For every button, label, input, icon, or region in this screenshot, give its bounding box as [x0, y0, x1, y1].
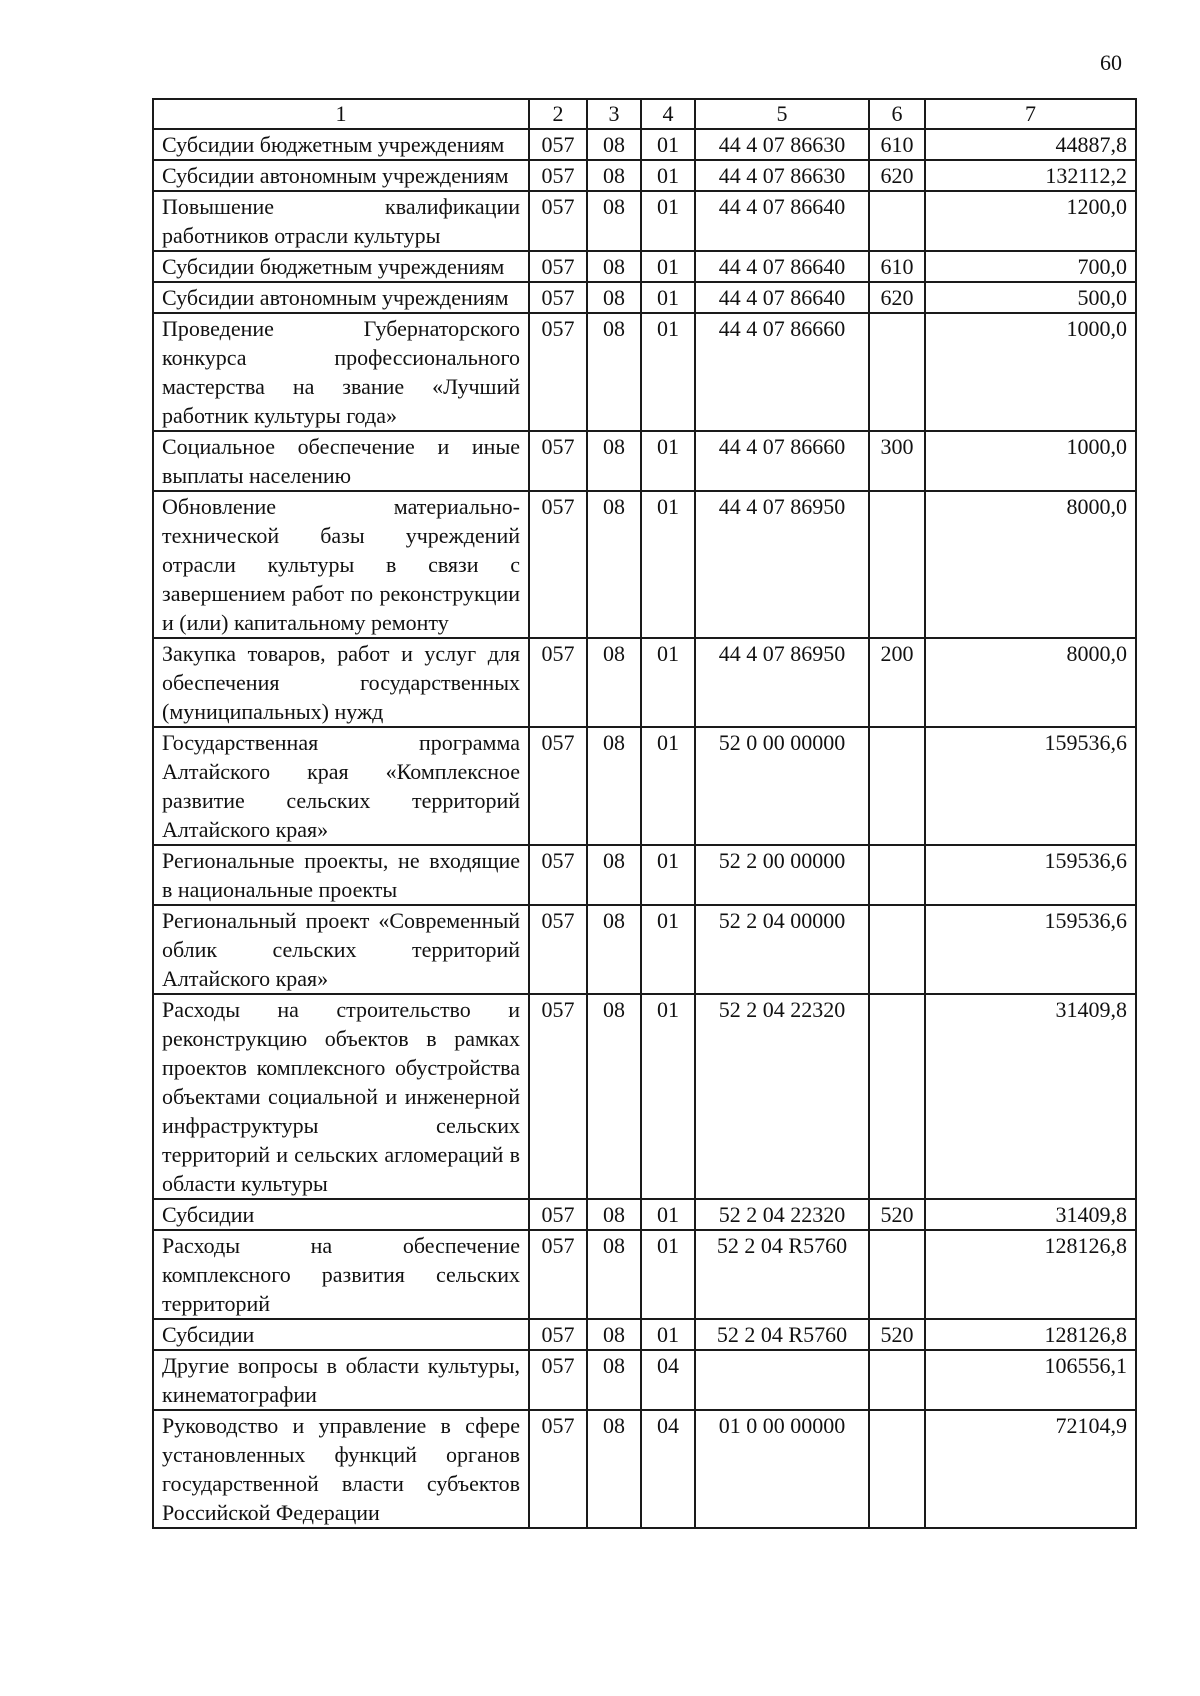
- row-target-article: 44 4 07 86640: [695, 191, 869, 251]
- row-expense-type: [869, 491, 925, 638]
- row-amount: 128126,8: [925, 1319, 1136, 1350]
- table-row: [153, 1230, 1136, 1319]
- row-target-article: 44 4 07 86630: [695, 129, 869, 160]
- row-section-code: 08: [587, 1230, 641, 1319]
- row-department-code: 057: [529, 160, 587, 191]
- header-col-3: 3: [587, 99, 641, 129]
- table-row: [153, 1350, 1136, 1410]
- row-amount: 159536,6: [925, 905, 1136, 994]
- row-expense-type: 200: [869, 638, 925, 727]
- table-row: [153, 313, 1136, 431]
- row-department-code: 057: [529, 638, 587, 727]
- row-expense-type: 520: [869, 1319, 925, 1350]
- table-row: [153, 491, 1136, 638]
- row-department-code: 057: [529, 1230, 587, 1319]
- row-section-code: 08: [587, 1319, 641, 1350]
- table-row: [153, 431, 1136, 491]
- row-description: Обновление материально-технической базы учреждений отрасли культуры в связи с завершением работ по реконструкции и (или) капитальному ремонту: [153, 491, 529, 638]
- row-description: Проведение Губернаторского конкурса профессионального мастерства на звание «Лучший работник культуры года»: [153, 313, 529, 431]
- row-section-code: 08: [587, 282, 641, 313]
- row-section-code: 08: [587, 431, 641, 491]
- row-section-code: 08: [587, 727, 641, 845]
- row-subsection-code: 01: [641, 313, 695, 431]
- row-amount: 159536,6: [925, 845, 1136, 905]
- row-department-code: 057: [529, 191, 587, 251]
- row-section-code: 08: [587, 845, 641, 905]
- row-target-article: 52 2 04 R5760: [695, 1319, 869, 1350]
- row-department-code: 057: [529, 313, 587, 431]
- table-body: [153, 129, 1136, 1528]
- row-amount: 700,0: [925, 251, 1136, 282]
- row-section-code: 08: [587, 638, 641, 727]
- row-amount: 31409,8: [925, 1199, 1136, 1230]
- row-department-code: 057: [529, 1410, 587, 1528]
- row-target-article: 44 4 07 86640: [695, 251, 869, 282]
- table-row: [153, 1319, 1136, 1350]
- row-expense-type: [869, 1230, 925, 1319]
- row-subsection-code: 01: [641, 727, 695, 845]
- row-subsection-code: 01: [641, 251, 695, 282]
- row-section-code: 08: [587, 491, 641, 638]
- page-number: 60: [1100, 50, 1122, 75]
- row-section-code: 08: [587, 905, 641, 994]
- row-department-code: 057: [529, 1199, 587, 1230]
- row-expense-type: 610: [869, 129, 925, 160]
- row-department-code: 057: [529, 905, 587, 994]
- row-expense-type: [869, 994, 925, 1199]
- row-expense-type: 620: [869, 160, 925, 191]
- row-description: Расходы на строительство и реконструкцию объектов в рамках проектов комплексного обустройства объектами социальной и инженерной инфраструктуры сельских территорий и сельских агломераций в области культуры: [153, 994, 529, 1199]
- row-subsection-code: 01: [641, 160, 695, 191]
- row-description: Субсидии автономным учреждениям: [153, 282, 529, 313]
- row-subsection-code: 01: [641, 129, 695, 160]
- table-row: [153, 905, 1136, 994]
- row-amount: 1000,0: [925, 313, 1136, 431]
- row-section-code: 08: [587, 1199, 641, 1230]
- header-col-7: 7: [925, 99, 1136, 129]
- row-subsection-code: 04: [641, 1350, 695, 1410]
- row-department-code: 057: [529, 1350, 587, 1410]
- table-row: [153, 638, 1136, 727]
- table-header: [153, 99, 1136, 129]
- row-section-code: 08: [587, 129, 641, 160]
- row-subsection-code: 01: [641, 1199, 695, 1230]
- row-expense-type: [869, 191, 925, 251]
- row-department-code: 057: [529, 251, 587, 282]
- row-description: Региональный проект «Современный облик сельских территорий Алтайского края»: [153, 905, 529, 994]
- row-amount: 500,0: [925, 282, 1136, 313]
- row-amount: 128126,8: [925, 1230, 1136, 1319]
- row-department-code: 057: [529, 491, 587, 638]
- row-description: Социальное обеспечение и иные выплаты населению: [153, 431, 529, 491]
- row-description: Региональные проекты, не входящие в национальные проекты: [153, 845, 529, 905]
- row-amount: 8000,0: [925, 638, 1136, 727]
- row-target-article: [695, 1350, 869, 1410]
- table-row: [153, 845, 1136, 905]
- row-target-article: 52 2 04 22320: [695, 994, 869, 1199]
- row-description: Повышение квалификации работников отрасли культуры: [153, 191, 529, 251]
- table-row: [153, 727, 1136, 845]
- row-subsection-code: 01: [641, 431, 695, 491]
- row-target-article: 52 2 04 00000: [695, 905, 869, 994]
- row-subsection-code: 01: [641, 845, 695, 905]
- header-col-4: 4: [641, 99, 695, 129]
- row-amount: 159536,6: [925, 727, 1136, 845]
- table-row: [153, 191, 1136, 251]
- row-description: Другие вопросы в области культуры, кинематографии: [153, 1350, 529, 1410]
- row-subsection-code: 01: [641, 638, 695, 727]
- header-col-5: 5: [695, 99, 869, 129]
- row-description: Государственная программа Алтайского края «Комплексное развитие сельских территорий Алтайского края»: [153, 727, 529, 845]
- row-subsection-code: 01: [641, 1319, 695, 1350]
- row-department-code: 057: [529, 431, 587, 491]
- row-description: Субсидии бюджетным учреждениям: [153, 251, 529, 282]
- row-description: Субсидии: [153, 1319, 529, 1350]
- row-section-code: 08: [587, 251, 641, 282]
- row-expense-type: [869, 905, 925, 994]
- row-target-article: 44 4 07 86950: [695, 638, 869, 727]
- header-col-6: 6: [869, 99, 925, 129]
- row-section-code: 08: [587, 191, 641, 251]
- row-target-article: 52 2 00 00000: [695, 845, 869, 905]
- row-department-code: 057: [529, 1319, 587, 1350]
- row-department-code: 057: [529, 727, 587, 845]
- row-description: Субсидии бюджетным учреждениям: [153, 129, 529, 160]
- row-target-article: 44 4 07 86630: [695, 160, 869, 191]
- row-target-article: 44 4 07 86660: [695, 431, 869, 491]
- table-row: [153, 994, 1136, 1199]
- row-amount: 31409,8: [925, 994, 1136, 1199]
- row-department-code: 057: [529, 994, 587, 1199]
- row-department-code: 057: [529, 129, 587, 160]
- row-amount: 1200,0: [925, 191, 1136, 251]
- row-subsection-code: 01: [641, 905, 695, 994]
- row-description: Расходы на обеспечение комплексного развития сельских территорий: [153, 1230, 529, 1319]
- row-expense-type: [869, 313, 925, 431]
- row-target-article: 44 4 07 86660: [695, 313, 869, 431]
- row-amount: 132112,2: [925, 160, 1136, 191]
- table-row: [153, 1199, 1136, 1230]
- row-subsection-code: 01: [641, 191, 695, 251]
- row-amount: 44887,8: [925, 129, 1136, 160]
- header-row: [153, 99, 1136, 129]
- row-amount: 72104,9: [925, 1410, 1136, 1528]
- row-section-code: 08: [587, 1350, 641, 1410]
- budget-table: [152, 98, 1137, 1529]
- table-row: [153, 160, 1136, 191]
- row-expense-type: [869, 845, 925, 905]
- row-description: Субсидии: [153, 1199, 529, 1230]
- row-subsection-code: 01: [641, 491, 695, 638]
- table-row: [153, 1410, 1136, 1528]
- row-description: Руководство и управление в сфере установленных функций органов государственной власти субъектов Российской Федерации: [153, 1410, 529, 1528]
- row-department-code: 057: [529, 282, 587, 313]
- row-amount: 1000,0: [925, 431, 1136, 491]
- row-subsection-code: 01: [641, 1230, 695, 1319]
- row-expense-type: 610: [869, 251, 925, 282]
- row-target-article: 52 2 04 R5760: [695, 1230, 869, 1319]
- row-subsection-code: 01: [641, 994, 695, 1199]
- table-row: [153, 282, 1136, 313]
- row-expense-type: 620: [869, 282, 925, 313]
- row-target-article: 01 0 00 00000: [695, 1410, 869, 1528]
- row-target-article: 44 4 07 86640: [695, 282, 869, 313]
- row-section-code: 08: [587, 313, 641, 431]
- row-subsection-code: 01: [641, 282, 695, 313]
- header-col-2: 2: [529, 99, 587, 129]
- row-expense-type: [869, 1350, 925, 1410]
- row-amount: 8000,0: [925, 491, 1136, 638]
- row-amount: 106556,1: [925, 1350, 1136, 1410]
- row-description: Субсидии автономным учреждениям: [153, 160, 529, 191]
- row-target-article: 44 4 07 86950: [695, 491, 869, 638]
- row-expense-type: 300: [869, 431, 925, 491]
- row-section-code: 08: [587, 160, 641, 191]
- row-expense-type: 520: [869, 1199, 925, 1230]
- row-subsection-code: 04: [641, 1410, 695, 1528]
- row-section-code: 08: [587, 994, 641, 1199]
- row-description: Закупка товаров, работ и услуг для обеспечения государственных (муниципальных) нужд: [153, 638, 529, 727]
- table-row: [153, 129, 1136, 160]
- table-row: [153, 251, 1136, 282]
- header-col-1: 1: [153, 99, 529, 129]
- row-department-code: 057: [529, 845, 587, 905]
- row-expense-type: [869, 1410, 925, 1528]
- row-target-article: 52 2 04 22320: [695, 1199, 869, 1230]
- row-target-article: 52 0 00 00000: [695, 727, 869, 845]
- row-section-code: 08: [587, 1410, 641, 1528]
- row-expense-type: [869, 727, 925, 845]
